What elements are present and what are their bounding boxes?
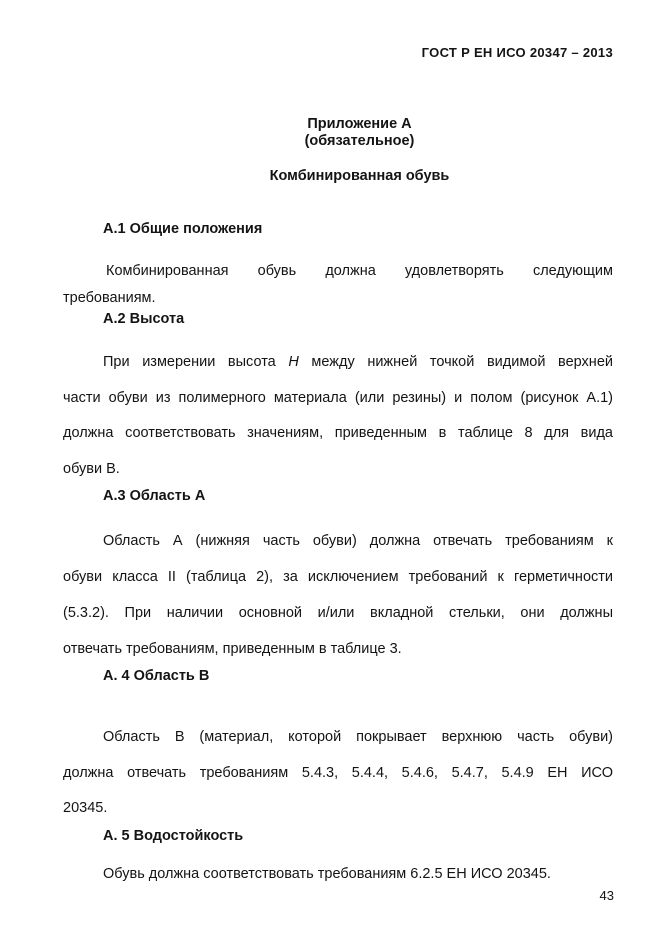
section-a3-line-1: Область А (нижняя часть обуви) должна отвечать требованиям к — [103, 533, 613, 549]
section-a3-line-2: обуви класса II (таблица 2), за исключением требований к герметичности — [63, 569, 613, 585]
section-a3-heading: А.3 Область А — [103, 488, 206, 504]
annex-name: Комбинированная обувь — [269, 168, 450, 184]
page-number: 43 — [599, 888, 614, 903]
annex-status: (обязательное) — [304, 133, 415, 149]
section-a4-line-1: Область В (материал, которой покрывает верхнюю часть обуви) — [103, 729, 613, 745]
section-a5-heading: А. 5 Водостойкость — [103, 828, 244, 844]
section-a5-text — [63, 864, 613, 884]
section-a4-heading: А. 4 Область В — [103, 668, 210, 684]
section-a1-line-2: требованиям. — [63, 290, 156, 306]
section-a1-heading: А.1 Общие положения — [103, 221, 263, 237]
document-code-header: ГОСТ Р ЕН ИСО 20347 – 2013 — [421, 45, 613, 60]
section-a4-line-3: 20345. — [63, 800, 108, 816]
section-a1-line-1: Комбинированная обувь должна удовлетворять следующим — [106, 263, 613, 279]
section-a2-heading: А.2 Высота — [103, 311, 185, 327]
section-a3-line-3: (5.3.2). При наличии основной и/или вкладной стельки, они должны — [63, 605, 613, 621]
section-a4-text — [63, 720, 613, 827]
section-a2-line-4: обуви В. — [63, 460, 120, 477]
section-a2-line-3: должна соответствовать значениям, приведенным в таблице 8 для вида — [63, 425, 613, 441]
annex-title: Приложение А — [307, 116, 412, 132]
section-a3-text — [63, 523, 613, 667]
section-a5-line-1: Обувь должна соответствовать требованиям 6.2.5 ЕН ИСО 20345. — [103, 866, 551, 882]
section-a4-line-2: должна отвечать требованиям 5.4.3, 5.4.4, 5.4.6, 5.4.7, 5.4.9 ЕН ИСО — [63, 764, 613, 781]
section-a3-line-4: отвечать требованиям, приведенным в таблице 3. — [63, 641, 402, 657]
height-variable-h: Н — [288, 354, 299, 370]
section-a2-line-1: При измерении высота Н между нижней точкой видимой верхней — [103, 354, 613, 370]
section-a1-text — [63, 258, 613, 312]
section-a2-line-2: части обуви из полимерного материала (или резины) и полом (рисунок А.1) — [63, 389, 613, 406]
section-a2-text — [63, 345, 613, 487]
